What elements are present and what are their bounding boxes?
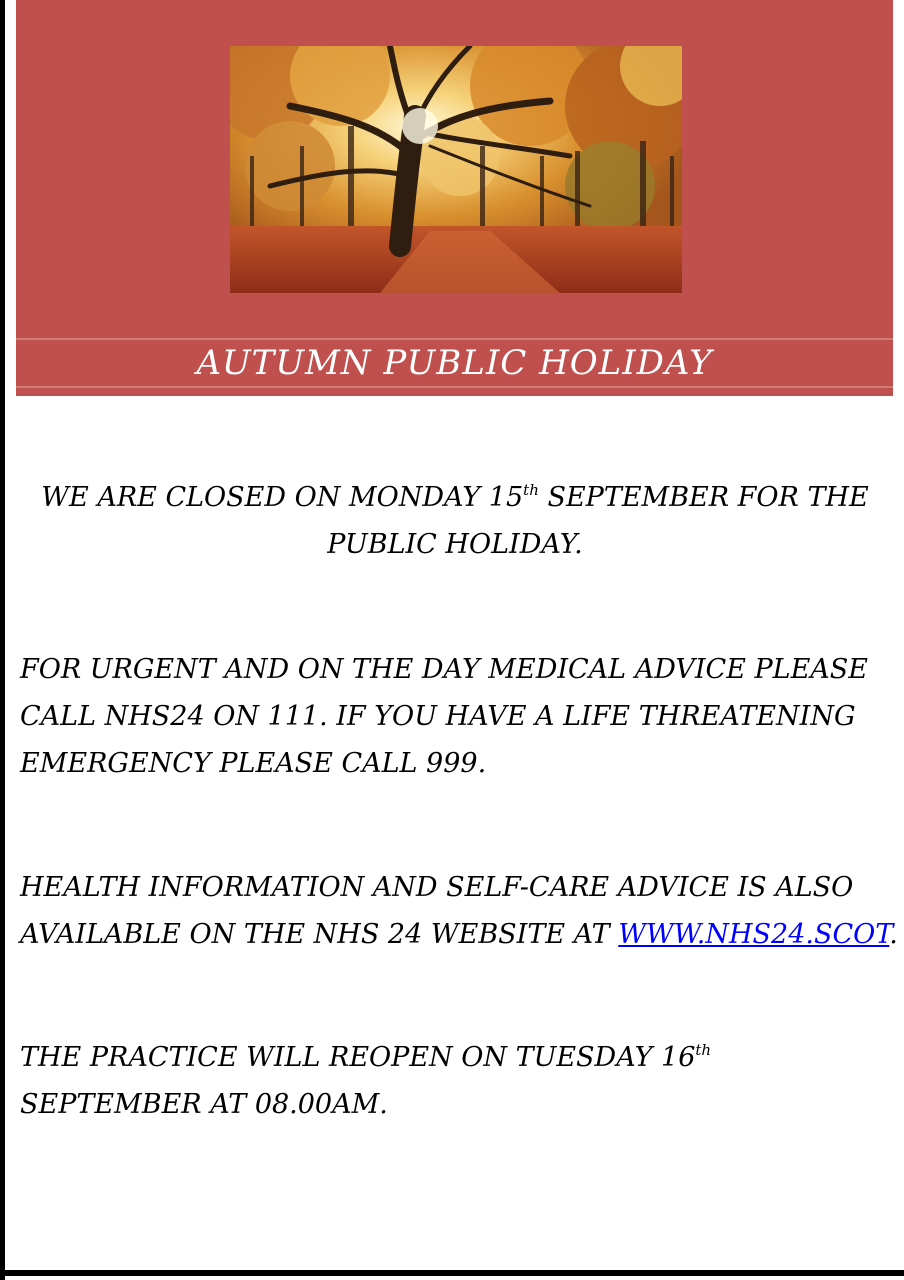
urgent-advice-notice: FOR URGENT AND ON THE DAY MEDICAL ADVICE PLEASE CALL NHS24 ON 111. IF YOU HAVE A LIFE THREATENING EMERGENCY PLEASE CALL 999. bbox=[20, 654, 868, 779]
reopen-notice-text-1: THE PRACTICE WILL REOPEN ON TUESDAY 16 bbox=[20, 1042, 696, 1073]
closed-notice-ordinal: th bbox=[523, 481, 539, 499]
reopen-notice bbox=[20, 1034, 900, 1128]
banner-title: AUTUMN PUBLIC HOLIDAY bbox=[196, 343, 713, 383]
closed-notice bbox=[20, 474, 890, 568]
page-border-bottom bbox=[0, 1270, 904, 1276]
closed-notice-text-1: WE ARE CLOSED ON MONDAY 15 bbox=[41, 482, 524, 513]
reopen-notice-text-2: SEPTEMBER AT 08.00AM. bbox=[20, 1089, 388, 1120]
reopen-notice-ordinal: th bbox=[695, 1041, 712, 1059]
closed-notice-text-2: SEPTEMBER FOR THE PUBLIC HOLIDAY. bbox=[327, 482, 869, 560]
autumn-tree-image bbox=[230, 46, 682, 293]
health-info-trailing: . bbox=[889, 919, 898, 950]
banner-divider-bottom bbox=[16, 386, 893, 388]
health-info-text: HEALTH INFORMATION AND SELF-CARE ADVICE IS ALSO AVAILABLE ON THE NHS 24 WEBSITE AT bbox=[20, 872, 854, 950]
header-banner bbox=[16, 0, 893, 396]
health-info-notice bbox=[20, 864, 900, 958]
nhs24-website-link[interactable]: WWW.NHS24.SCOT bbox=[618, 919, 890, 950]
page-border-left bbox=[0, 0, 5, 1280]
